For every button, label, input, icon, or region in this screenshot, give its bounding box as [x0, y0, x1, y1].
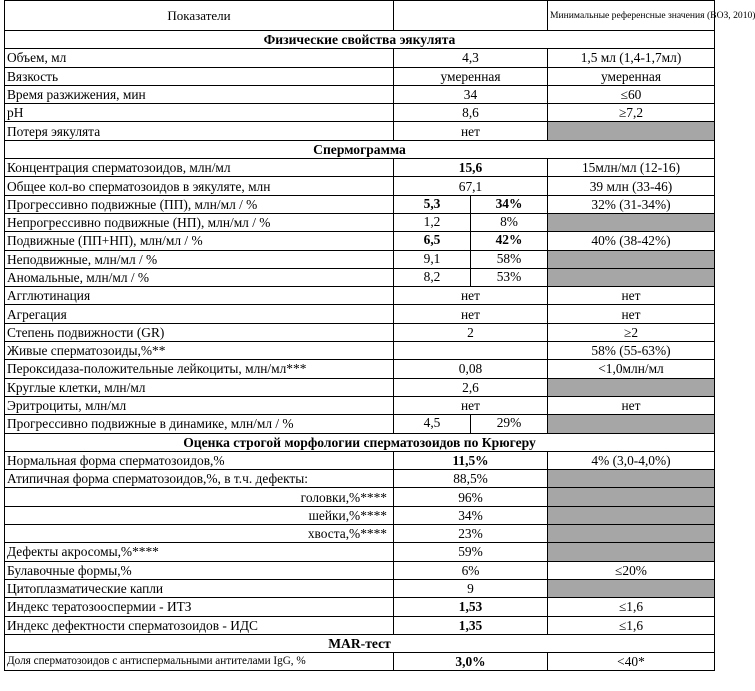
reference-value: нет: [548, 305, 715, 323]
value-pair: [394, 232, 547, 249]
value-absolute: 6,5: [394, 232, 471, 249]
indicator-label: Неподвижные, млн/мл / %: [5, 250, 394, 268]
reference-value: 4% (3,0-4,0%): [548, 451, 715, 469]
result-row: [5, 67, 715, 85]
indicator-value-pair: [394, 195, 548, 213]
result-row: [5, 122, 715, 140]
indicator-label: Цитоплазматические капли: [5, 579, 394, 597]
reference-value: ≤1,6: [548, 616, 715, 634]
section-title: Оценка строгой морфологии сперматозоидов по Крюгеру: [5, 433, 715, 451]
reference-not-applicable: [548, 378, 715, 396]
result-row: [5, 342, 715, 360]
indicator-value: нет: [394, 305, 548, 323]
result-row: [5, 177, 715, 195]
indicator-value: 34: [394, 85, 548, 103]
indicator-value: 3,0%: [394, 653, 548, 671]
result-row: [5, 287, 715, 305]
reference-not-applicable: [548, 488, 715, 506]
result-row: [5, 653, 715, 671]
indicator-label: Нормальная форма сперматозоидов,%: [5, 451, 394, 469]
value-percent: 58%: [496, 250, 522, 266]
indicator-label: Индекс дефектности сперматозоидов - ИДС: [5, 616, 394, 634]
result-row: [5, 488, 715, 506]
indicator-value: нет: [394, 396, 548, 414]
reference-not-applicable: [548, 543, 715, 561]
indicator-value: 34%: [394, 506, 548, 524]
indicator-value: 15,6: [394, 159, 548, 177]
indicator-label: Пероксидаза-положительные лейкоциты, млн/мл***: [5, 360, 394, 378]
indicator-value: 0,08: [394, 360, 548, 378]
result-row: [5, 579, 715, 597]
header-reference-values: Минимальные референсные значения (ВОЗ, 2010): [548, 1, 715, 31]
indicator-label: Круглые клетки, млн/мл: [5, 378, 394, 396]
reference-not-applicable: [548, 250, 715, 268]
result-row: [5, 250, 715, 268]
indicator-value: 59%: [394, 543, 548, 561]
indicator-label: хвоста,%****: [5, 525, 394, 543]
result-row: [5, 396, 715, 414]
reference-value: 32% (31-34%): [548, 195, 715, 213]
result-row: [5, 598, 715, 616]
result-row: [5, 49, 715, 67]
indicator-value: нет: [394, 287, 548, 305]
result-row: [5, 525, 715, 543]
indicator-label: головки,%****: [5, 488, 394, 506]
reference-value: ≤1,6: [548, 598, 715, 616]
header-value: [394, 1, 548, 31]
indicator-value: 8,6: [394, 104, 548, 122]
result-row: [5, 305, 715, 323]
indicator-label: Доля сперматозоидов с антиспермальными антителами IgG, %: [5, 653, 394, 671]
indicator-label: Время разжижения, мин: [5, 85, 394, 103]
section-header-row: [5, 634, 715, 652]
section-header-row: [5, 433, 715, 451]
value-percent: 42%: [495, 232, 523, 248]
indicator-value: умеренная: [394, 67, 548, 85]
indicator-value: 9: [394, 579, 548, 597]
result-row: [5, 323, 715, 341]
indicator-label: шейки,%****: [5, 506, 394, 524]
indicator-value: нет: [394, 122, 548, 140]
indicator-value: 6%: [394, 561, 548, 579]
indicator-label: Агглютинация: [5, 287, 394, 305]
result-row: [5, 268, 715, 286]
value-pair: [394, 269, 547, 286]
header-indicators: Показатели: [5, 1, 394, 31]
indicator-label: Аномальные, млн/мл / %: [5, 268, 394, 286]
result-row: [5, 470, 715, 488]
reference-not-applicable: [548, 122, 715, 140]
result-row: [5, 378, 715, 396]
value-absolute: 9,1: [394, 251, 471, 268]
value-percent: 8%: [500, 213, 518, 229]
reference-value: ≥7,2: [548, 104, 715, 122]
indicator-label: Прогрессивно подвижные (ПП), млн/мл / %: [5, 195, 394, 213]
indicator-value: 88,5%: [394, 470, 548, 488]
indicator-label: Непрогрессивно подвижные (НП), млн/мл / %: [5, 213, 394, 231]
reference-value: нет: [548, 396, 715, 414]
spermogram-results-table: [4, 0, 755, 671]
indicator-value: 2: [394, 323, 548, 341]
value-pair: [394, 251, 547, 268]
indicator-label: Живые сперматозоиды,%**: [5, 342, 394, 360]
value-absolute: 1,2: [394, 214, 471, 231]
indicator-value-pair: [394, 415, 548, 433]
indicator-label: Общее кол-во сперматозоидов в эякуляте, млн: [5, 177, 394, 195]
indicator-label: Вязкость: [5, 67, 394, 85]
reference-not-applicable: [548, 506, 715, 524]
indicator-label: Подвижные (ПП+НП), млн/мл / %: [5, 232, 394, 250]
reference-not-applicable: [548, 525, 715, 543]
section-title: Спермограмма: [5, 140, 715, 158]
section-title: Физические свойства эякулята: [5, 31, 715, 49]
indicator-label: Индекс тератозооспермии - ИТЗ: [5, 598, 394, 616]
reference-not-applicable: [548, 268, 715, 286]
reference-not-applicable: [548, 415, 715, 433]
indicator-label: Атипичная форма сперматозоидов,%, в т.ч. дефекты:: [5, 470, 394, 488]
section-title: MAR-тест: [5, 634, 715, 652]
indicator-label: Дефекты акросомы,%****: [5, 543, 394, 561]
value-pair: [394, 214, 547, 231]
result-row: [5, 104, 715, 122]
value-pair: [394, 196, 547, 213]
result-row: [5, 506, 715, 524]
result-row: [5, 616, 715, 634]
table-header-row: [5, 1, 715, 31]
indicator-value: 2,6: [394, 378, 548, 396]
reference-value: ≥2: [548, 323, 715, 341]
result-row: [5, 360, 715, 378]
value-pair: [394, 415, 547, 432]
value-absolute: 8,2: [394, 269, 471, 286]
reference-not-applicable: [548, 213, 715, 231]
indicator-value: 11,5%: [394, 451, 548, 469]
result-row: [5, 85, 715, 103]
indicator-label: Эритроциты, млн/мл: [5, 396, 394, 414]
indicator-value-pair: [394, 213, 548, 231]
value-absolute: 4,5: [394, 415, 471, 432]
result-row: [5, 232, 715, 250]
reference-value: 1,5 мл (1,4-1,7мл): [548, 49, 715, 67]
indicator-value: 1,35: [394, 616, 548, 634]
reference-value: ≤60: [548, 85, 715, 103]
indicator-label: Агрегация: [5, 305, 394, 323]
reference-value: ≤20%: [548, 561, 715, 579]
result-row: [5, 451, 715, 469]
result-row: [5, 543, 715, 561]
reference-value: 40% (38-42%): [548, 232, 715, 250]
indicator-value-pair: [394, 232, 548, 250]
indicator-label: Прогрессивно подвижные в динамике, млн/мл / %: [5, 415, 394, 433]
result-row: [5, 159, 715, 177]
indicator-value: 4,3: [394, 49, 548, 67]
section-header-row: [5, 31, 715, 49]
results-table-body: [5, 1, 755, 671]
value-absolute: 5,3: [394, 196, 471, 213]
indicator-label: pH: [5, 104, 394, 122]
indicator-value-pair: [394, 250, 548, 268]
indicator-label: Концентрация сперматозоидов, млн/мл: [5, 159, 394, 177]
indicator-value: 1,53: [394, 598, 548, 616]
reference-not-applicable: [548, 579, 715, 597]
reference-not-applicable: [548, 470, 715, 488]
indicator-value: 23%: [394, 525, 548, 543]
reference-value: умеренная: [548, 67, 715, 85]
indicator-value: [394, 342, 548, 360]
reference-value: <1,0млн/мл: [548, 360, 715, 378]
indicator-label: Потеря эякулята: [5, 122, 394, 140]
indicator-value: 67,1: [394, 177, 548, 195]
value-percent: 53%: [496, 268, 522, 284]
indicator-label: Объем, мл: [5, 49, 394, 67]
reference-value: <40*: [548, 653, 715, 671]
indicator-value-pair: [394, 268, 548, 286]
reference-value: 15млн/мл (12-16): [548, 159, 715, 177]
indicator-label: Степень подвижности (GR): [5, 323, 394, 341]
result-row: [5, 213, 715, 231]
indicator-label: Булавочные формы,%: [5, 561, 394, 579]
result-row: [5, 195, 715, 213]
result-row: [5, 561, 715, 579]
value-percent: 29%: [496, 415, 522, 431]
value-percent: 34%: [495, 195, 523, 211]
section-header-row: [5, 140, 715, 158]
reference-value: 58% (55-63%): [548, 342, 715, 360]
indicator-value: 96%: [394, 488, 548, 506]
reference-value: нет: [548, 287, 715, 305]
reference-value: 39 млн (33-46): [548, 177, 715, 195]
result-row: [5, 415, 715, 433]
